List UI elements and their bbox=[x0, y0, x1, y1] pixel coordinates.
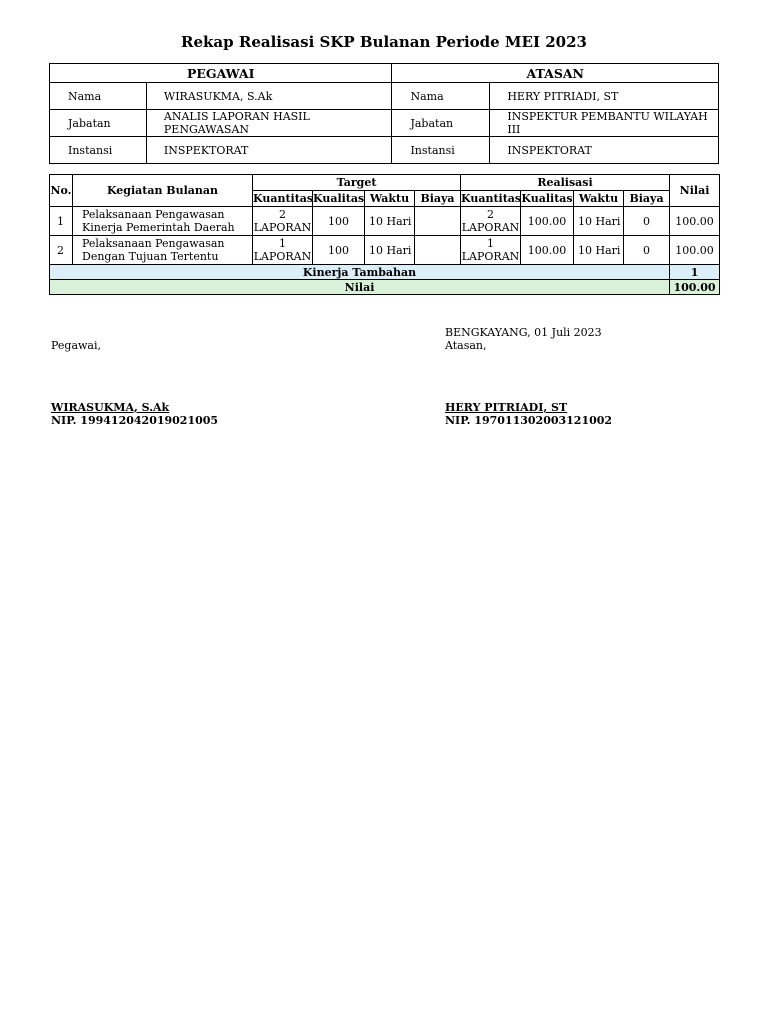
row-realisasi-kualitas: 100.00 bbox=[521, 207, 574, 236]
col-header-realisasi-kuantitas: Kuantitas bbox=[461, 192, 522, 205]
atasan-signatory-nip: NIP. 197011302003121002 bbox=[445, 414, 613, 427]
row-target-biaya bbox=[415, 207, 461, 236]
col-header-nilai: Nilai bbox=[670, 175, 720, 207]
row-target-waktu: 10 Hari bbox=[365, 207, 415, 236]
atasan-signatory-name: HERY PITRIADI, ST bbox=[445, 401, 568, 414]
row-target-kualitas: 100 bbox=[313, 207, 365, 236]
page-title: Rekap Realisasi SKP Bulanan Periode MEI 2023 bbox=[181, 33, 587, 51]
row-nilai: 100.00 bbox=[670, 207, 720, 236]
value-nama-atasan: HERY PITRIADI, ST bbox=[490, 83, 719, 110]
place-date: BENGKAYANG, 01 Juli 2023 bbox=[445, 326, 602, 339]
row-realisasi-kuantitas: 2 LAPORAN bbox=[461, 208, 520, 234]
kinerja-tambahan-row bbox=[50, 265, 720, 280]
pegawai-signatory bbox=[51, 401, 218, 427]
row-realisasi-biaya: 0 bbox=[624, 207, 670, 236]
atasan-signature-label: Atasan, bbox=[445, 339, 487, 352]
value-jabatan-pegawai: ANALIS LAPORAN HASIL PENGAWASAN bbox=[146, 110, 392, 137]
row-target-kuantitas: 2 LAPORAN bbox=[253, 208, 312, 234]
row-realisasi-kuantitas: 1 LAPORAN bbox=[461, 237, 520, 263]
col-header-target-kuantitas: Kuantitas bbox=[253, 192, 314, 205]
label-nama-pegawai: Nama bbox=[50, 83, 147, 110]
col-header-target-waktu: Waktu bbox=[365, 191, 415, 207]
row-nilai: 100.00 bbox=[670, 236, 720, 265]
col-header-target-kualitas: Kualitas bbox=[313, 192, 365, 205]
row-target-waktu: 10 Hari bbox=[365, 236, 415, 265]
row-no: 1 bbox=[50, 207, 73, 236]
atasan-signature-block bbox=[445, 326, 602, 352]
row-realisasi-waktu: 10 Hari bbox=[574, 236, 624, 265]
col-header-target-biaya: Biaya bbox=[415, 191, 461, 207]
info-row-nama bbox=[50, 83, 719, 110]
value-instansi-atasan: INSPEKTORAT bbox=[490, 137, 719, 164]
row-target-kualitas: 100 bbox=[313, 236, 365, 265]
header-pegawai: PEGAWAI bbox=[50, 64, 392, 83]
col-header-realisasi-kualitas: Kualitas bbox=[521, 192, 573, 205]
kinerja-tambahan-value: 1 bbox=[670, 265, 720, 280]
label-jabatan-atasan: Jabatan bbox=[392, 110, 490, 137]
row-kegiatan: Pelaksanaan Pengawasan Dengan Tujuan Tertentu bbox=[73, 236, 253, 265]
col-header-realisasi: Realisasi bbox=[461, 175, 670, 191]
col-header-kegiatan: Kegiatan Bulanan bbox=[73, 175, 253, 207]
atasan-signatory bbox=[445, 401, 612, 427]
value-instansi-pegawai: INSPEKTORAT bbox=[146, 137, 392, 164]
label-instansi-pegawai: Instansi bbox=[50, 137, 147, 164]
kinerja-tambahan-label: Kinerja Tambahan bbox=[50, 265, 670, 280]
info-row-instansi bbox=[50, 137, 719, 164]
row-realisasi-biaya: 0 bbox=[624, 236, 670, 265]
table-row bbox=[50, 236, 720, 265]
nilai-label: Nilai bbox=[50, 280, 670, 295]
nilai-value: 100.00 bbox=[670, 280, 720, 295]
value-nama-pegawai: WIRASUKMA, S.Ak bbox=[146, 83, 392, 110]
row-kegiatan: Pelaksanaan Pengawasan Kinerja Pemerintah Daerah bbox=[73, 207, 253, 236]
pegawai-signatory-nip: NIP. 199412042019021005 bbox=[51, 414, 219, 427]
employee-info-table bbox=[49, 63, 719, 164]
label-jabatan-pegawai: Jabatan bbox=[50, 110, 147, 137]
col-header-realisasi-waktu: Waktu bbox=[574, 191, 624, 207]
header-atasan: ATASAN bbox=[392, 64, 719, 83]
row-target-kuantitas: 1 LAPORAN bbox=[253, 237, 312, 263]
pegawai-signature-label: Pegawai, bbox=[51, 339, 102, 352]
col-header-realisasi-biaya: Biaya bbox=[624, 191, 670, 207]
col-header-no: No. bbox=[50, 175, 73, 207]
value-jabatan-atasan: INSPEKTUR PEMBANTU WILAYAH III bbox=[490, 110, 719, 137]
table-row bbox=[50, 207, 720, 236]
label-nama-atasan: Nama bbox=[392, 83, 490, 110]
col-header-target: Target bbox=[253, 175, 461, 191]
row-target-biaya bbox=[415, 236, 461, 265]
kegiatan-table bbox=[49, 174, 720, 295]
row-realisasi-kualitas: 100.00 bbox=[521, 236, 574, 265]
label-instansi-atasan: Instansi bbox=[392, 137, 490, 164]
nilai-row bbox=[50, 280, 720, 295]
pegawai-signatory-name: WIRASUKMA, S.Ak bbox=[51, 401, 170, 414]
info-row-jabatan bbox=[50, 110, 719, 137]
row-realisasi-waktu: 10 Hari bbox=[574, 207, 624, 236]
row-no: 2 bbox=[50, 236, 73, 265]
